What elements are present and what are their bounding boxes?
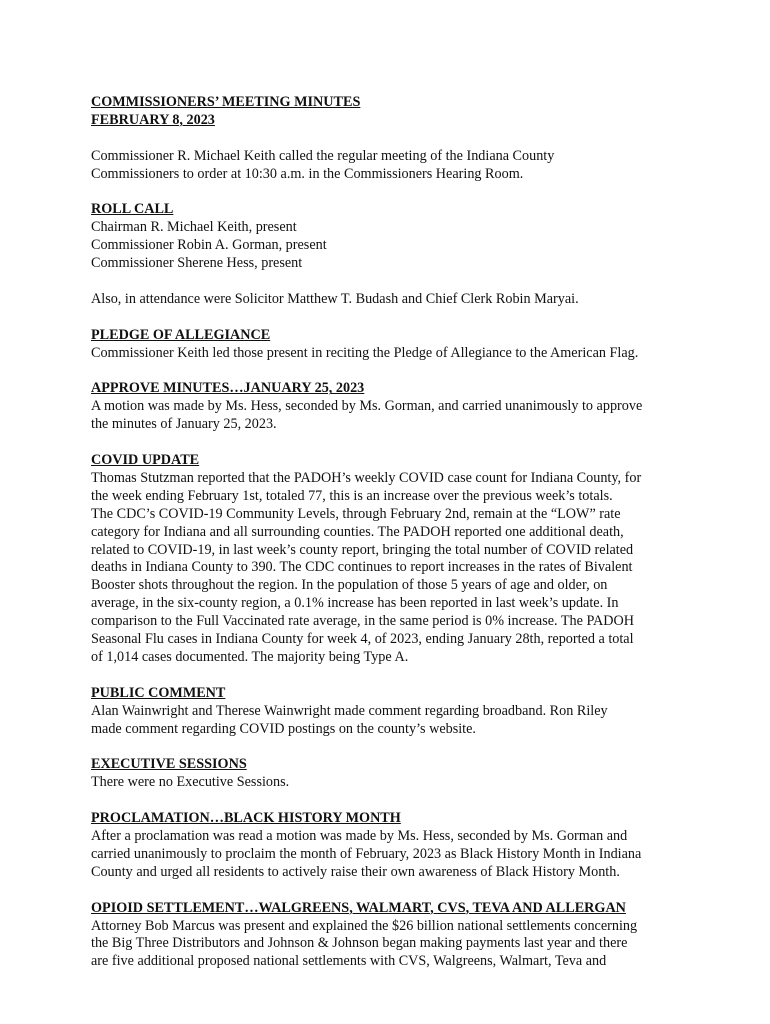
opioid-settlement-line: Attorney Bob Marcus was present and explained the $26 billion national settlements concerning — [91, 917, 638, 934]
roll-call-line: Commissioner Sherene Hess, present — [91, 255, 303, 272]
executive-sessions-section — [91, 756, 691, 792]
covid-line: of 1,014 cases documented. The majority being Type A. — [91, 649, 409, 665]
roll-call-heading: ROLL CALL — [91, 201, 174, 218]
opioid-settlement-line: are five additional proposed national settlements with CVS, Walgreens, Walmart, Teva and — [91, 953, 607, 970]
approve-minutes-heading: APPROVE MINUTES…JANUARY 25, 2023 — [91, 380, 365, 397]
opioid-settlement-line: the Big Three Distributors and Johnson & Johnson began making payments last year and there — [91, 935, 628, 952]
approve-minutes-section — [91, 380, 691, 434]
covid-line: Seasonal Flu cases in Indiana County for week 4, of 2023, ending January 28th, reported a total — [91, 631, 634, 648]
intro-paragraph — [91, 148, 691, 184]
intro-line: Commissioners to order at 10:30 a.m. in the Commissioners Hearing Room. — [91, 165, 524, 182]
document-page — [91, 94, 691, 989]
covid-line: the week ending February 1st, totaled 77, this is an increase over the previous week’s totals. — [91, 487, 613, 504]
executive-sessions-line: There were no Executive Sessions. — [91, 774, 290, 791]
pledge-section — [91, 327, 691, 363]
pledge-line: Commissioner Keith led those present in reciting the Pledge of Allegiance to the American Flag. — [91, 344, 639, 361]
roll-call-line: Chairman R. Michael Keith, present — [91, 219, 297, 236]
public-comment-section — [91, 685, 691, 739]
attendance-paragraph — [91, 291, 691, 309]
title-line-1: COMMISSIONERS’ MEETING MINUTES — [91, 94, 361, 110]
covid-line: The CDC’s COVID-19 Community Levels, through February 2nd, remain at the “LOW” rate — [91, 505, 621, 522]
opioid-settlement-section — [91, 900, 691, 972]
covid-line: Thomas Stutzman reported that the PADOH’s weekly COVID case count for Indiana County, for — [91, 469, 642, 486]
proclamation-line: After a proclamation was read a motion was made by Ms. Hess, seconded by Ms. Gorman and — [91, 828, 628, 845]
covid-line: deaths in Indiana County to 390. The CDC continues to report increases in the rates of Bivalent — [91, 559, 633, 576]
executive-sessions-heading: EXECUTIVE SESSIONS — [91, 756, 247, 773]
document-title — [91, 94, 691, 130]
opioid-settlement-heading: OPIOID SETTLEMENT…WALGREENS, WALMART, CVS, TEVA AND ALLERGAN — [91, 899, 626, 916]
covid-line: category for Indiana and all surrounding counties. The PADOH reported one additional death, — [91, 523, 624, 540]
proclamation-line: carried unanimously to proclaim the month of February, 2023 as Black History Month in Indiana — [91, 845, 642, 862]
approve-minutes-line: the minutes of January 25, 2023. — [91, 416, 277, 433]
covid-heading: COVID UPDATE — [91, 452, 200, 469]
proclamation-section — [91, 810, 691, 882]
public-comment-heading: PUBLIC COMMENT — [91, 684, 226, 701]
public-comment-line: Alan Wainwright and Therese Wainwright made comment regarding broadband. Ron Riley — [91, 702, 608, 719]
attendance-line: Also, in attendance were Solicitor Matthew T. Budash and Chief Clerk Robin Maryai. — [91, 290, 579, 307]
proclamation-heading: PROCLAMATION…BLACK HISTORY MONTH — [91, 810, 401, 827]
covid-section — [91, 452, 691, 667]
intro-line: Commissioner R. Michael Keith called the regular meeting of the Indiana County — [91, 147, 555, 164]
proclamation-line: County and urged all residents to actively raise their own awareness of Black History Month. — [91, 863, 620, 880]
public-comment-line: made comment regarding COVID postings on the county’s website. — [91, 720, 476, 737]
pledge-heading: PLEDGE OF ALLEGIANCE — [91, 326, 271, 343]
approve-minutes-line: A motion was made by Ms. Hess, seconded by Ms. Gorman, and carried unanimously to approve — [91, 398, 643, 415]
roll-call-section — [91, 201, 691, 273]
title-line-2: FEBRUARY 8, 2023 — [91, 111, 215, 128]
covid-line: comparison to the Full Vaccinated rate average, in the same period is 0% increase. The PADOH — [91, 613, 635, 630]
covid-line: Booster shots throughout the region. In the population of those 5 years of age and older, on — [91, 577, 608, 594]
covid-line: related to COVID-19, in last week’s county report, bringing the total number of COVID related — [91, 541, 634, 558]
roll-call-line: Commissioner Robin A. Gorman, present — [91, 237, 327, 254]
covid-line: average, in the six-county region, a 0.1% increase has been reported in last week’s update. In — [91, 595, 619, 612]
